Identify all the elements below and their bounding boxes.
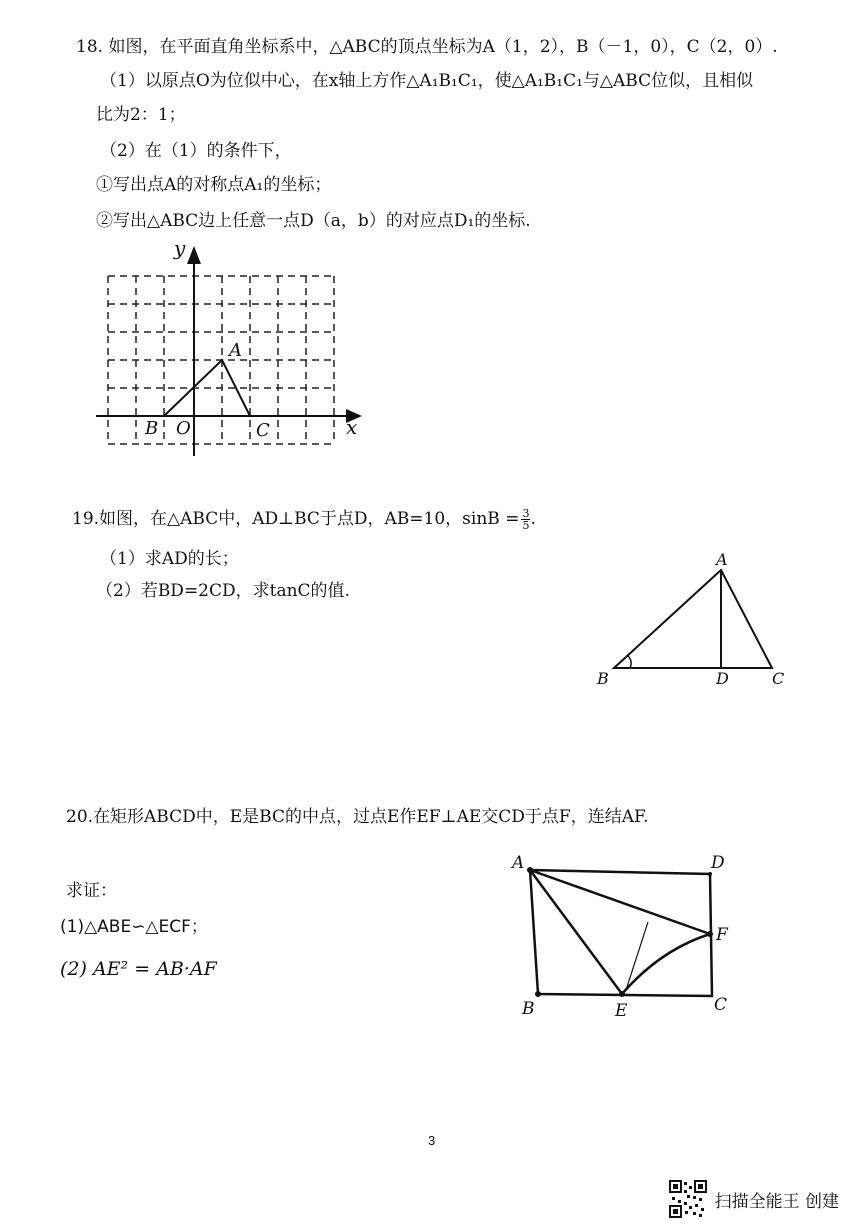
label-a: A [512, 853, 525, 873]
q20-proof-2: (2) AE² = AB·AF [60, 958, 217, 980]
q20-line1: 20.在矩形ABCD中，E是BC的中点，过点E作EF⊥AE交CD于点F，连结AF. [66, 807, 649, 827]
label-f: F [716, 925, 728, 945]
label-x: x [346, 415, 358, 439]
label-o: O [176, 418, 191, 439]
label-c: C [772, 669, 785, 688]
footer-text: 扫描全能王 创建 [714, 1191, 839, 1212]
q19-line1-text: 19.如图，在△ABC中，AD⊥BC于点D，AB=10，sinB = [72, 509, 520, 529]
q18-line3: 比为2：1； [96, 105, 186, 125]
q20-prove: 求证： [66, 881, 117, 901]
q18-line2: （1）以原点O为位似中心，在x轴上方作△A₁B₁C₁，使△A₁B₁C₁与△ABC位似，且相似 [100, 71, 754, 91]
fraction-denominator: 5 [522, 519, 530, 532]
page-number: 3 [428, 1133, 436, 1148]
footer-watermark [669, 1180, 839, 1218]
label-y: y [174, 236, 186, 260]
label-a: A [229, 340, 242, 361]
q19-line2: （1）求AD的长； [100, 549, 239, 569]
label-a: A [716, 550, 728, 569]
q18-line4: （2）在（1）的条件下， [100, 141, 292, 161]
q20-proof-1: (1)△ABE∽△ECF； [60, 917, 208, 937]
q19-line3: （2）若BD=2CD，求tanC的值. [96, 581, 350, 601]
label-c: C [256, 420, 270, 441]
label-b: B [522, 999, 535, 1019]
label-b: B [597, 669, 609, 688]
label-d: D [711, 853, 725, 873]
label-e: E [615, 1001, 628, 1021]
fraction-numerator: 3 [522, 507, 530, 520]
qr-code-icon [669, 1180, 707, 1218]
label-c: C [714, 995, 728, 1015]
q19-line1-end: . [530, 509, 536, 529]
q18-line1: 18. 如图，在平面直角坐标系中，△ABC的顶点坐标为A（1，2），B（－1，0），C（2，0）. [76, 37, 778, 57]
label-b: B [145, 418, 159, 439]
q18-line6: ②写出△ABC边上任意一点D（a，b）的对应点D₁的坐标. [96, 211, 531, 231]
q18-line5: ①写出点A的对称点A₁的坐标； [96, 175, 332, 195]
label-d: D [716, 669, 729, 688]
